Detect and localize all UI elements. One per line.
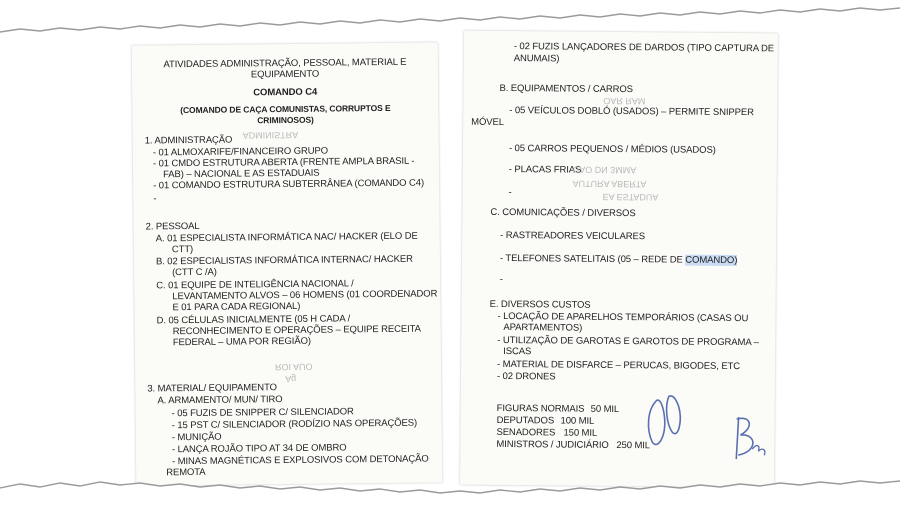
handwritten-initials <box>642 390 687 452</box>
highlighted-text: COMANDO) <box>685 254 738 267</box>
top-line-1: - 02 FUZIS LANÇADORES DE DARDOS (TIPO CAPTURA DE <box>513 41 775 55</box>
custos-line-6: - 02 DRONES <box>496 370 556 383</box>
section-heading-comunicacoes: C. COMUNICAÇÕES / DIVERSOS <box>490 206 636 220</box>
custos-line-3: - UTILIZAÇÃO DE GAROTAS E GAROTOS DE PROGRAMA – <box>497 334 759 349</box>
top-line-2: ANUMAIS) <box>513 53 560 65</box>
cost-row-value: 250 MIL <box>616 439 651 452</box>
pessoal-line-4: (CTT C /A) <box>172 266 217 279</box>
cost-row-value: 50 MIL <box>590 403 620 416</box>
pessoal-line-7: E 01 PARA CADA REGIONAL) <box>172 300 301 314</box>
pessoal-line-5: C. 01 EQUIPE DE INTELIGÊNCIA NACIONAL / <box>156 278 354 292</box>
admin-line-5: - <box>153 193 157 205</box>
equip-line-2: MÓVEL <box>471 116 505 128</box>
material-line-5: - LANÇA ROJÃO TIPO AT 34 DE OMBRO <box>171 442 347 456</box>
command-subtitle-line-2: CRIMINOSOS) <box>257 114 314 126</box>
custos-line-5: - MATERIAL DE DISFARCE – PERUCAS, BIGODES, ETC <box>497 358 741 373</box>
pessoal-line-3: B. 02 ESPECIALISTAS INFORMÁTICA INTERNAC/ HACKER <box>155 253 413 268</box>
equip-line-1: - 05 VEÍCULOS DOBLÓ (USADOS) – PERMITE SNIPPER <box>509 105 754 119</box>
document-page-right <box>460 31 778 488</box>
pessoal-line-2: CTT) <box>171 243 194 256</box>
cost-row-value: 100 MIL <box>560 415 595 427</box>
header-line-1: ATIVIDADES ADMINISTRAÇÃO, PESSOAL, MATERIAL E <box>163 56 407 71</box>
custos-line-2: APARTAMENTOS) <box>503 321 583 334</box>
equip-line-5: - <box>508 187 512 199</box>
pessoal-line-9: RECONHECIMENTO E OPERAÇÕES – EQUIPE RECEITA <box>172 323 421 338</box>
section-heading-administracao: 1. ADMINISTRAÇÃO <box>144 134 233 147</box>
bleed-through-text: ROI AUO <box>275 361 313 373</box>
comm-line-2 <box>500 253 737 266</box>
document-page-left <box>132 42 443 485</box>
material-line-3: - 15 PST C/ SILENCIADOR (RODÍZIO NAS OPERAÇÕES) <box>171 417 418 432</box>
material-line-4: - MUNIÇÃO <box>171 431 222 444</box>
handwritten-signature <box>730 411 770 465</box>
material-line-7: REMOTA <box>166 466 206 479</box>
equip-line-4: - PLACAS FRIAS <box>508 164 582 176</box>
section-heading-pessoal: 2. PESSOAL <box>145 220 200 233</box>
command-subtitle-line-1: (COMANDO DE CAÇA COMUNISTAS, CORRUPTOS E <box>180 102 391 116</box>
section-heading-equipamentos: B. EQUIPAMENTOS / CARROS <box>499 82 633 96</box>
bleed-through-text: ADMINISTRA <box>242 129 299 141</box>
cost-row-label: FIGURAS NORMAIS <box>496 402 585 415</box>
comm-line-1: - RASTREADORES VEICULARES <box>500 229 646 243</box>
material-line-2: - 05 FUZIS DE SNIPPER C/ SILENCIADOR <box>171 406 354 420</box>
admin-line-2: - 01 CMDO ESTRUTURA ABERTA (FRENTE AMPLA BRASIL - <box>152 155 415 170</box>
command-title: COMANDO C4 <box>253 86 318 99</box>
pessoal-line-1: A. 01 ESPECIALISTA INFORMÁTICA NAC/ HACKER (ELO DE <box>155 230 418 245</box>
comm-line-3: - <box>499 273 503 285</box>
pessoal-line-6: LEVANTAMENTO ALVOS – 06 HOMENS (01 COORDENADOR <box>172 288 438 303</box>
bleed-through-text: OAR RAM <box>603 95 646 107</box>
material-line-1: A. ARMAMENTO/ MUN/ TIRO <box>157 394 283 407</box>
header-line-2: EQUIPAMENTO <box>250 68 320 81</box>
cost-row-label: SENADORES <box>496 426 556 439</box>
bleed-through-text: Ag <box>285 373 297 385</box>
material-line-6: - MINAS MAGNÉTICAS E EXPLOSIVOS COM DETONAÇÃO <box>172 453 429 468</box>
admin-line-1: - 01 ALMOXARIFE/FINANCEIRO GRUPO <box>152 145 329 159</box>
torn-paper-bottom-edge <box>0 478 900 506</box>
cost-row-label: DEPUTADOS <box>496 414 555 427</box>
custos-line-4: ISCAS <box>503 345 532 358</box>
bleed-through-text: UAO DN 3MMA <box>572 164 637 176</box>
equip-line-3: - 05 CARROS PEQUENOS / MÉDIOS (USADOS) <box>508 143 716 156</box>
bleed-through-text: EA ESTADUA <box>602 191 659 203</box>
admin-line-4: - 01 COMANDO ESTRUTURA SUBTERRÂNEA (COMANDO C4) <box>153 177 425 192</box>
section-heading-diversos-custos: E. DIVERSOS CUSTOS <box>489 298 591 311</box>
custos-line-1: - LOCAÇÃO DE APARELHOS TEMPORÁRIOS (CASAS OU <box>497 310 749 325</box>
section-heading-material: 3. MATERIAL/ EQUIPAMENTO <box>147 382 277 395</box>
pessoal-line-10: FEDERAL – UMA POR REGIÃO) <box>172 335 311 349</box>
pessoal-line-8: D. 05 CÉLULAS INICIALMENTE (05 H CADA / <box>156 313 351 327</box>
bleed-through-text: AUTURA ABERTA <box>572 178 647 190</box>
cost-row-value: 150 MIL <box>563 427 598 439</box>
cost-row-label: MINISTROS / JUDICIÁRIO <box>496 438 609 451</box>
comm-line-2-text: - TELEFONES SATELITAIS (05 – REDE DE <box>499 252 686 266</box>
admin-line-3: FAB) – NACIONAL E AS ESTADUAIS <box>163 167 320 181</box>
